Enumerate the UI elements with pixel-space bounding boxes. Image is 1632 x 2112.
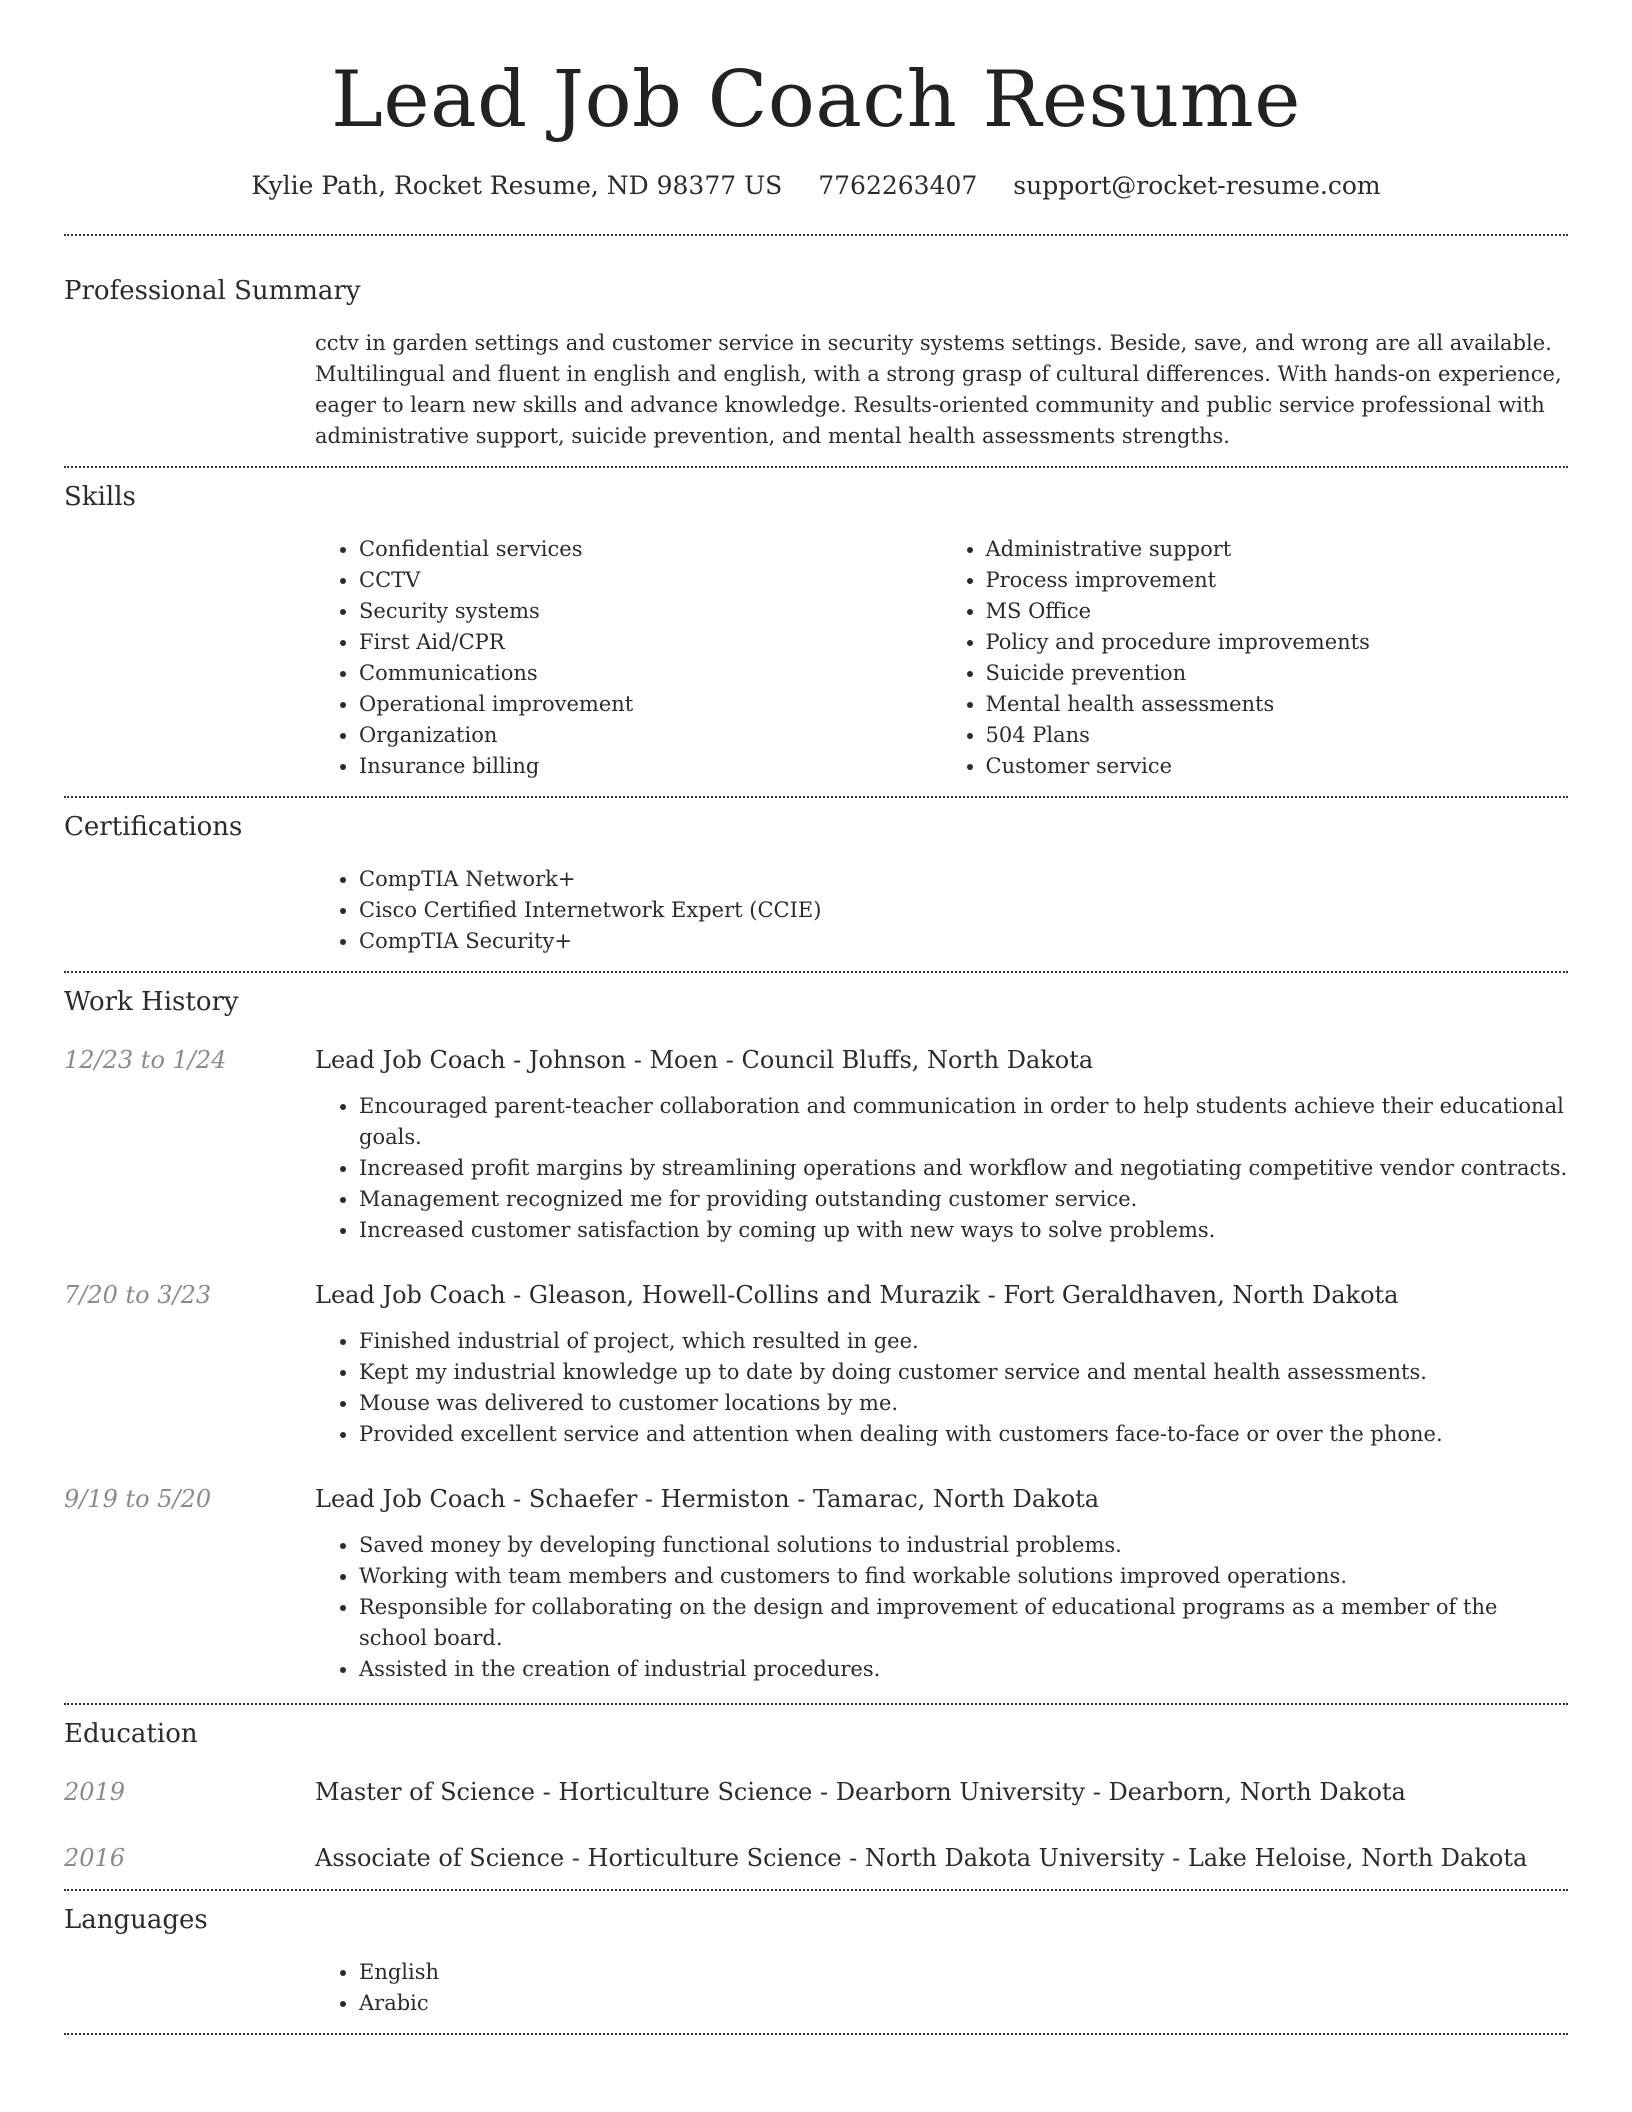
skill-item: • Suicide prevention — [986, 658, 1569, 689]
summary-text: cctv in garden settings and customer service in security systems settings. Beside, save, and wrong are all available. Multilingual and fluent in english and english, with a strong grasp of cultural differences. With hands-on experience, eager to learn new skills and advance knowledge. Results-oriented community and public service professional with administrative support, suicide prevention, and mental health assessments strengths. — [315, 331, 1562, 448]
skill-item: • Customer service — [986, 751, 1569, 782]
section-title-summary: Professional Summary — [64, 276, 361, 306]
skills-section — [64, 468, 1568, 796]
skill-item: • Mental health assessments — [986, 689, 1569, 720]
education-year: 2019 — [64, 1778, 126, 1806]
certifications-list — [315, 864, 1568, 957]
skill-item: • Policy and procedure improvements — [986, 627, 1569, 658]
education-entry — [64, 1841, 1568, 1875]
job-dates: 9/19 to 5/20 — [64, 1485, 212, 1513]
skills-grid — [315, 534, 1568, 782]
certification-item: • CompTIA Network+ — [359, 864, 1568, 895]
skill-item: • Insurance billing — [359, 751, 942, 782]
section-title-skills: Skills — [64, 482, 136, 512]
job-header — [64, 1482, 1568, 1516]
languages-body — [315, 1957, 1568, 2019]
summary-section — [64, 236, 1568, 466]
education-section — [64, 1705, 1568, 1889]
job-bullet: • Finished industrial of project, which resulted in gee. — [359, 1326, 1568, 1357]
job-bullet: • Mouse was delivered to customer locations by me. — [359, 1388, 1568, 1419]
skill-item: • Operational improvement — [359, 689, 942, 720]
job-bullet: • Saved money by developing functional solutions to industrial problems. — [359, 1530, 1568, 1561]
job-entry — [64, 1482, 1568, 1685]
contact-line — [64, 168, 1568, 204]
skill-item: • Communications — [359, 658, 942, 689]
job-title: Lead Job Coach - Schaefer - Hermiston - Tamarac, North Dakota — [315, 1485, 1100, 1513]
job-bullet-list — [315, 1091, 1568, 1246]
job-bullet: • Working with team members and customers to find workable solutions improved operations. — [359, 1561, 1568, 1592]
skill-item: • Administrative support — [986, 534, 1569, 565]
skills-list-right — [942, 534, 1569, 782]
education-year: 2016 — [64, 1844, 126, 1872]
section-title-certifications: Certifications — [64, 812, 243, 842]
job-header — [64, 1043, 1568, 1077]
skill-item: • Confidential services — [359, 534, 942, 565]
job-bullet: • Assisted in the creation of industrial procedures. — [359, 1654, 1568, 1685]
section-title-education: Education — [64, 1719, 198, 1749]
contact-email: support@rocket-resume.com — [1013, 171, 1381, 200]
job-bullets — [315, 1326, 1568, 1450]
skill-item: • Security systems — [359, 596, 942, 627]
certifications-body — [315, 864, 1568, 957]
job-bullet-list — [315, 1326, 1568, 1450]
job-header — [64, 1278, 1568, 1312]
job-bullet: • Increased customer satisfaction by coming up with new ways to solve problems. — [359, 1215, 1568, 1246]
languages-list — [315, 1957, 1568, 2019]
resume-title: Lead Job Coach Resume — [331, 55, 1301, 145]
certification-item: • Cisco Certified Internetwork Expert (CCIE) — [359, 895, 1568, 926]
job-bullet: • Kept my industrial knowledge up to date by doing customer service and mental health assessments. — [359, 1357, 1568, 1388]
job-bullets — [315, 1091, 1568, 1246]
job-bullet: • Encouraged parent-teacher collaboration and communication in order to help students achieve their educational goals. — [359, 1091, 1568, 1153]
job-dates: 7/20 to 3/23 — [64, 1281, 212, 1309]
certification-item: • CompTIA Security+ — [359, 926, 1568, 957]
skill-item: • MS Office — [986, 596, 1569, 627]
skill-item: • Organization — [359, 720, 942, 751]
job-bullet: • Management recognized me for providing outstanding customer service. — [359, 1184, 1568, 1215]
skill-item: • Process improvement — [986, 565, 1569, 596]
skill-item: • 504 Plans — [986, 720, 1569, 751]
section-title-work: Work History — [64, 987, 239, 1017]
work-section — [64, 973, 1568, 1703]
language-item: • English — [359, 1957, 1568, 1988]
job-entry — [64, 1278, 1568, 1450]
divider — [64, 2033, 1568, 2035]
education-title: Master of Science - Horticulture Science - Dearborn University - Dearborn, North Dakota — [315, 1778, 1406, 1806]
languages-section — [64, 1891, 1568, 2033]
job-bullet: • Responsible for collaborating on the design and improvement of educational programs as a member of the school board. — [359, 1592, 1568, 1654]
job-bullets — [315, 1530, 1568, 1685]
job-title: Lead Job Coach - Gleason, Howell-Collins and Murazik - Fort Geraldhaven, North Dakota — [315, 1281, 1399, 1309]
job-bullet-list — [315, 1530, 1568, 1685]
education-title: Associate of Science - Horticulture Science - North Dakota University - Lake Heloise, North Dakota — [315, 1844, 1528, 1872]
job-entry — [64, 1043, 1568, 1246]
language-item: • Arabic — [359, 1988, 1568, 2019]
contact-phone: 7762263407 — [818, 171, 978, 200]
skills-list-left — [315, 534, 942, 782]
job-bullet: • Increased profit margins by streamlining operations and workflow and negotiating competitive vendor contracts. — [359, 1153, 1568, 1184]
job-title: Lead Job Coach - Johnson - Moen - Council Bluffs, North Dakota — [315, 1046, 1094, 1074]
job-dates: 12/23 to 1/24 — [64, 1046, 227, 1074]
contact-address: Kylie Path, Rocket Resume, ND 98377 US — [251, 171, 783, 200]
certifications-section — [64, 798, 1568, 971]
skill-item: • First Aid/CPR — [359, 627, 942, 658]
job-bullet: • Provided excellent service and attention when dealing with customers face-to-face or over the phone. — [359, 1419, 1568, 1450]
education-entry — [64, 1775, 1568, 1809]
section-title-languages: Languages — [64, 1905, 208, 1935]
skill-item: • CCTV — [359, 565, 942, 596]
